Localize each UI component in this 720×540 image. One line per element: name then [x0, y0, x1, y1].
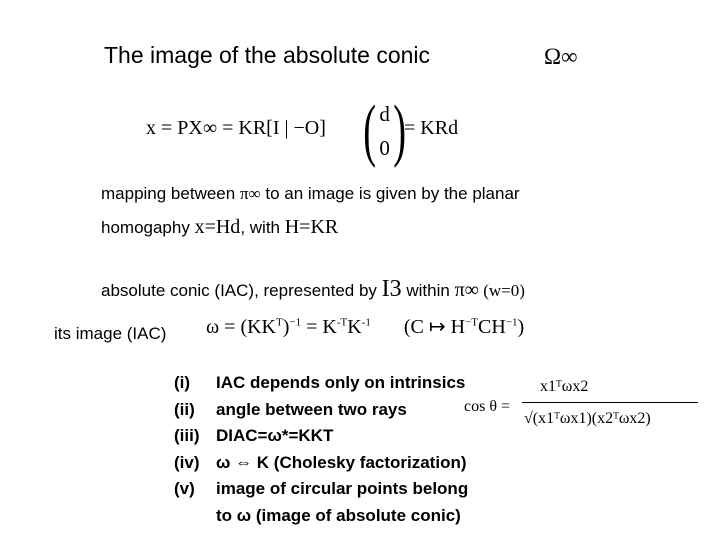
list-item: [174, 423, 468, 450]
projection-equation-lhs: x = PX∞ = KR[I | −O]: [146, 117, 326, 139]
omega-eq-2: ): [282, 316, 290, 338]
list-number: (iv): [174, 452, 200, 472]
cos-denominator: √(x1ᵀωx1)(x2ᵀωx2): [524, 410, 651, 427]
mapping-sentence: [101, 184, 520, 204]
list-text: ω ⇔ K (Cholesky factorization): [216, 452, 467, 472]
h-inv-sup: −1: [505, 316, 518, 329]
h-equals-kr: H=KR: [284, 216, 339, 238]
vector-bottom: 0: [379, 136, 390, 160]
cos-numerator: x1ᵀωx2: [540, 378, 589, 395]
list-item: [174, 450, 468, 477]
iac-text-2: within: [401, 281, 455, 300]
mapping-text-1: mapping between: [101, 184, 240, 203]
fraction-bar: [522, 402, 698, 403]
omega-equation: [206, 314, 524, 339]
homography-text-2: , with: [240, 218, 285, 237]
t-sup: T: [276, 316, 283, 329]
iac-sentence: [101, 276, 525, 303]
iac-text-1: absolute conic (IAC), represented by: [101, 281, 382, 300]
k-inv-t-sup: -T: [336, 316, 348, 329]
pi-infinity: π∞: [239, 184, 261, 203]
list-item: [174, 476, 468, 503]
projection-equation-rhs: = KRd: [404, 117, 459, 139]
list-text: DIAC=ω*=KKT: [216, 426, 334, 445]
conic-mapping-2: CH: [478, 316, 506, 338]
list-text: to ω (image of absolute conic): [216, 505, 461, 525]
list-item: [174, 503, 468, 530]
list-item: [174, 370, 468, 397]
homography-text-1: homogaphy: [101, 218, 195, 237]
list-number: (v): [174, 479, 195, 498]
list-number: (i): [174, 373, 191, 392]
list-number: (iii): [174, 426, 200, 445]
vector-top: d: [379, 102, 390, 126]
omega-eq-1: ω = (KK: [206, 316, 276, 338]
omega-eq-4: K: [347, 316, 362, 338]
list-item: [174, 397, 468, 424]
conic-mapping-3: ): [517, 316, 525, 338]
conic-mapping-1: (C ↦ H: [403, 316, 466, 338]
properties-list: [174, 370, 468, 529]
image-label: its image (IAC): [54, 324, 167, 343]
list-text: angle between two rays: [216, 399, 407, 419]
homography-sentence: [101, 216, 338, 239]
left-paren: (: [363, 92, 377, 169]
mapping-text-2: to an image is given by the planar: [260, 184, 520, 203]
homography-eq: x=Hd: [194, 216, 241, 238]
identity-matrix: I3: [381, 276, 402, 302]
omega-infinity-symbol: Ω∞: [544, 44, 578, 69]
list-text: IAC depends only on intrinsics: [216, 373, 466, 392]
page-title: The image of the absolute conic: [104, 42, 431, 68]
right-paren: ): [393, 92, 406, 169]
list-number: (ii): [174, 399, 195, 419]
list-number: [174, 503, 216, 530]
inv-sup: −1: [289, 316, 302, 329]
cos-lhs: cos θ =: [464, 398, 511, 415]
w-zero: (w=0): [478, 281, 525, 300]
h-inv-t-sup: −T: [465, 316, 479, 329]
pi-infinity: π∞: [454, 279, 479, 301]
list-text: image of circular points belong: [216, 479, 469, 498]
omega-eq-3: = K: [301, 316, 337, 338]
k-inv-sup: -1: [361, 316, 371, 329]
